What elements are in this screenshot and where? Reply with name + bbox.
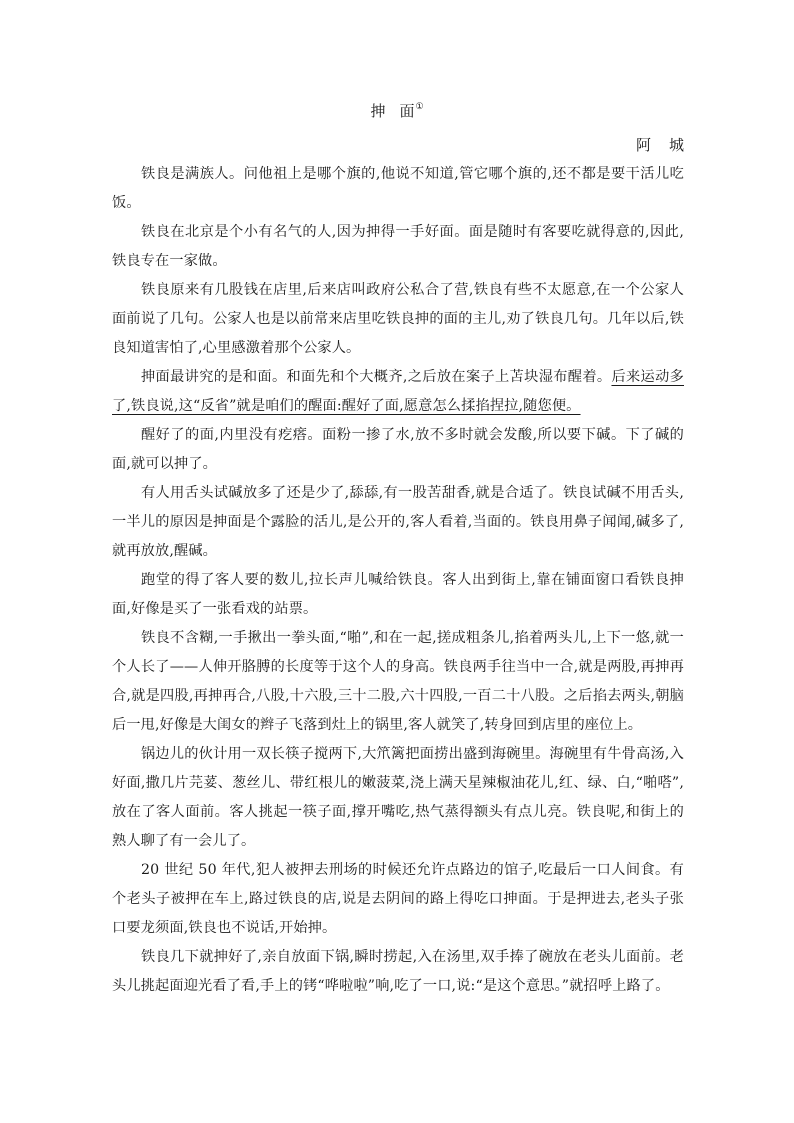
- title-char-1: 抻: [370, 102, 386, 120]
- author-name: [636, 134, 684, 155]
- author-char-2: 城: [668, 136, 684, 154]
- paragraph: [112, 363, 684, 421]
- paragraph-text: 有人用舌头试碱放多了还是少了,舔舔,有一股苦甜香,就是合适了。铁良试碱不用舌头,一半儿的原因是抻面是个露脸的活儿,是公开的,客人看着,当面的。铁良用鼻子闻闻,碱多了,就再放放,醒碱。: [112, 485, 684, 559]
- paragraph: [112, 276, 684, 363]
- paragraph: [112, 624, 684, 740]
- paragraph-text: 铁良在北京是个小有名气的人,因为抻得一手好面。面是随时有客要吃就得意的,因此,铁良专在一家做。: [112, 224, 684, 269]
- paragraph: [112, 740, 684, 856]
- title-char-2: 面: [399, 102, 415, 120]
- paragraph: [112, 479, 684, 566]
- page-title: [0, 100, 794, 121]
- paragraph-text: 铁良原来有几股钱在店里,后来店叫政府公私合了营,铁良有些不太愿意,在一个公家人面前说了几句。公家人也是以前常来店里吃铁良抻的面的主儿,劝了铁良几句。几年以后,铁良知道害怕了,心里感激着那个公家人。: [112, 282, 684, 356]
- paragraph-text: 20 世纪 50 年代,犯人被押去刑场的时候还允许点路边的馆子,吃最后一口人间食。有个老头子被押在车上,路过铁良的店,说是去阴间的路上得吃口抻面。于是押进去,老头子张口要龙须面,铁良也不说话,开始抻。: [112, 862, 684, 936]
- paragraph: [112, 218, 684, 276]
- paragraph-text: 铁良不含糊,一手揪出一拳头面,“啪”,和在一起,搓成粗条儿,掐着两头儿,上下一悠,就一个人长了——人伸开胳膊的长度等于这个人的身高。铁良两手往当中一合,就是两股,再抻再合,就是四股,再抻再合,八股,十六股,三十二股,六十四股,一百二十八股。之后掐去两头,朝脑后一甩,好像是大闺女的辫子飞落到灶上的锅里,客人就笑了,转身回到店里的座位上。: [112, 630, 684, 733]
- paragraph-text: 醒好了的面,内里没有疙瘩。面粉一掺了水,放不多时就会发酸,所以要下碱。下了碱的面,就可以抻了。: [112, 427, 684, 472]
- paragraph-text: 锅边儿的伙计用一双长筷子搅两下,大笊篱把面捞出盛到海碗里。海碗里有牛骨高汤,入好面,撒几片芫荽、葱丝儿、带红根儿的嫩菠菜,浇上满天星辣椒油花儿,红、绿、白,“啪嗒”,放在了客人面前。客人挑起一筷子面,撑开嘴吃,热气蒸得额头有点儿亮。铁良呢,和街上的熟人聊了有一会儿了。: [112, 746, 684, 849]
- paragraph-text: 铁良是满族人。问他祖上是哪个旗的,他说不知道,管它哪个旗的,还不都是要干活儿吃饭。: [112, 166, 684, 211]
- paragraph: [112, 160, 684, 218]
- paragraph: [112, 856, 684, 943]
- underlined-passage: 后来运动多了,铁良说,这“反省”就是咱们的醒面:醒好了面,愿意怎么揉掐捏拉,随您便。: [112, 369, 684, 414]
- paragraph: [112, 421, 684, 479]
- article-body: [112, 160, 684, 1001]
- author-char-1: 阿: [635, 136, 651, 154]
- paragraph: [112, 943, 684, 1001]
- paragraph-text: 铁良几下就抻好了,亲自放面下锅,瞬时捞起,入在汤里,双手捧了碗放在老头儿面前。老头儿挑起面迎光看了看,手上的铐“哗啦啦”响,吃了一口,说:“是这个意思。”就招呼上路了。: [112, 949, 684, 994]
- paragraph: [112, 566, 684, 624]
- paragraph-text: 抻面最讲究的是和面。和面先和个大概齐,之后放在案子上苫块湿布醒着。: [141, 369, 612, 385]
- paragraph-text: 跑堂的得了客人要的数儿,拉长声儿喊给铁良。客人出到街上,靠在铺面窗口看铁良抻面,好像是买了一张看戏的站票。: [112, 572, 684, 617]
- footnote-marker[interactable]: ①: [415, 102, 424, 112]
